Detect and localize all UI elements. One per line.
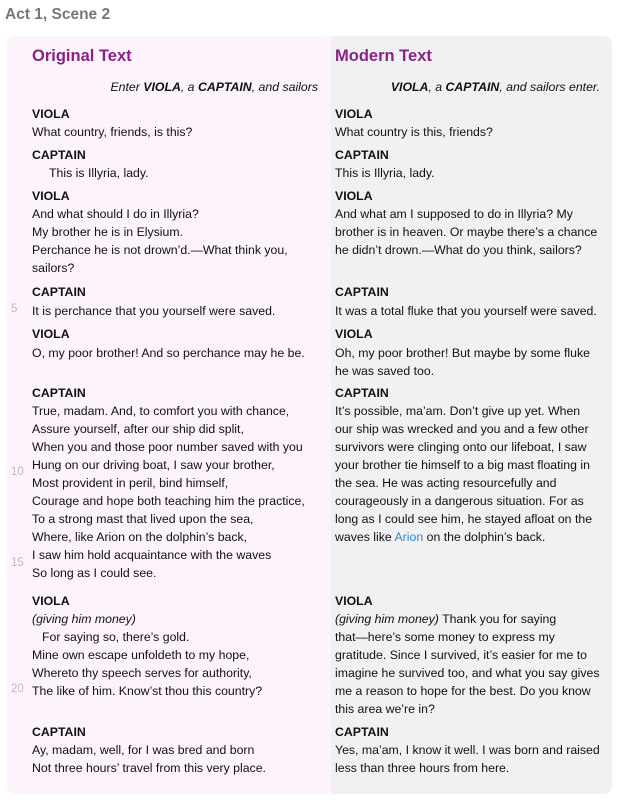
- original-speaker-name: CAPTAIN: [32, 148, 86, 162]
- modern-text-line: less than three hours from here.: [335, 761, 510, 775]
- modern-speaker-name: CAPTAIN: [335, 148, 389, 162]
- stage-character: VIOLA: [143, 80, 181, 94]
- original-text-line: Most provident in peril, bind himself,: [32, 476, 229, 490]
- modern-text-line: It’s possible, ma’am. Don’t give up yet. When: [335, 404, 581, 418]
- modern-text-line: (giving him money) Thank you for saying: [335, 612, 557, 626]
- original-stage-direction: [110, 78, 318, 96]
- modern-text-line: brother is in heaven. Or maybe there’s a chance: [335, 225, 598, 239]
- modern-text-line: this area we’re in?: [335, 702, 435, 716]
- modern-stage-direction: [391, 78, 600, 96]
- original-text-line: So long as I could see.: [32, 566, 157, 580]
- line-number: 20: [11, 683, 24, 695]
- original-text-line: The like of him. Know’st thou this country?: [32, 684, 263, 698]
- stage-character: CAPTAIN: [197, 80, 252, 94]
- modern-text-line: he was saved too.: [335, 364, 435, 378]
- original-text-line: Mine own escape unfoldeth to my hope,: [32, 648, 250, 662]
- line-number: 15: [11, 557, 24, 569]
- original-text-line: When you and those poor number saved with you: [32, 440, 303, 454]
- original-text-line: For saying so, there’s gold.: [42, 630, 190, 644]
- modern-speaker-name: VIOLA: [335, 594, 373, 608]
- original-text-line: O, my poor brother! And so perchance may he be.: [32, 346, 305, 360]
- original-text-line: sailors?: [32, 261, 75, 275]
- stage-word: , and sailors: [251, 80, 318, 94]
- original-stage-direction: (giving him money): [32, 612, 136, 626]
- modern-text-line: gratitude. Since I survived, it’s easier for me to: [335, 648, 587, 662]
- modern-text-line: Oh, my poor brother! But maybe by some fluke: [335, 346, 590, 360]
- original-speaker-name: CAPTAIN: [32, 725, 86, 739]
- modern-text-line: And what am I supposed to do in Illyria? My: [335, 207, 573, 221]
- modern-text-line: What country is this, friends?: [335, 125, 493, 139]
- original-text-heading: Original Text: [32, 47, 132, 65]
- modern-text-line: Yes, ma’am, I know it well. I was born and raised: [335, 743, 600, 757]
- scene-heading: Act 1, Scene 2: [5, 6, 111, 23]
- modern-speaker-name: CAPTAIN: [335, 386, 389, 400]
- modern-text-line: long as I could see him, he stayed afloat on the: [335, 512, 593, 526]
- original-text-line: True, madam. And, to comfort you with chance,: [32, 404, 290, 418]
- arion-glossary-link[interactable]: Arion: [394, 530, 424, 544]
- original-text-line: And what should I do in Illyria?: [32, 207, 199, 221]
- modern-text-line: waves like Arion on the dolphin’s back.: [335, 530, 546, 544]
- modern-text-line: he didn’t drown.—What do you think, sailors?: [335, 243, 582, 257]
- original-text-line: Not three hours’ travel from this very place.: [32, 761, 266, 775]
- modern-text-line: our ship was wrecked and you and a few other: [335, 422, 589, 436]
- stage-character: CAPTAIN: [445, 80, 500, 94]
- original-speaker-name: CAPTAIN: [32, 285, 86, 299]
- original-text-line: Ay, madam, well, for I was bred and born: [32, 743, 255, 757]
- modern-speaker-name: VIOLA: [335, 107, 373, 121]
- modern-speaker-name: VIOLA: [335, 327, 373, 341]
- stage-direction: (giving him money): [335, 612, 439, 626]
- original-text-line: Assure yourself, after our ship did split,: [32, 422, 244, 436]
- modern-speaker-name: CAPTAIN: [335, 725, 389, 739]
- original-speaker-name: CAPTAIN: [32, 386, 86, 400]
- modern-speaker-name: CAPTAIN: [335, 285, 389, 299]
- stage-character: VIOLA: [390, 80, 429, 94]
- original-text-line: I saw him hold acquaintance with the waves: [32, 548, 272, 562]
- original-text-line: It is perchance that you yourself were saved.: [32, 304, 276, 318]
- original-text-line: Perchance he is not drown’d.—What think you,: [32, 243, 288, 257]
- modern-text-line: the sea. He was acting resourcefully and: [335, 476, 557, 490]
- original-text-line: What country, friends, is this?: [32, 125, 193, 139]
- original-speaker-name: VIOLA: [32, 107, 70, 121]
- modern-text-line: This is Illyria, lady.: [335, 166, 435, 180]
- stage-word: Enter: [110, 80, 144, 94]
- original-text-line: My brother he is in Elysium.: [32, 225, 184, 239]
- modern-text-line: imagine he survived too, and what you say gives: [335, 666, 600, 680]
- original-speaker-name: VIOLA: [32, 327, 70, 341]
- modern-text-line: your brother tie himself to a big mast floating in: [335, 458, 590, 472]
- original-text-line: Hung on our driving boat, I saw your brother,: [32, 458, 275, 472]
- modern-speaker-name: VIOLA: [335, 189, 373, 203]
- original-text-line: To a strong mast that lived upon the sea,: [32, 512, 254, 526]
- stage-word: , and sailors enter.: [499, 80, 600, 94]
- modern-text-line: survivors were clinging onto our lifeboat, I saw: [335, 440, 587, 454]
- line-number: 10: [11, 466, 24, 478]
- original-speaker-name: VIOLA: [32, 594, 70, 608]
- stage-word: , a: [180, 80, 198, 94]
- original-text-line: Where, like Arion on the dolphin’s back,: [32, 530, 248, 544]
- original-text-line: Whereto thy speech serves for authority,: [32, 666, 252, 680]
- line-number: 5: [11, 303, 18, 315]
- modern-text-line: that—here’s some money to express my: [335, 630, 555, 644]
- modern-text-line: me a reason to hope for the best. Do you know: [335, 684, 591, 698]
- modern-text-heading: Modern Text: [335, 47, 432, 65]
- stage-word: , a: [428, 80, 446, 94]
- original-text-line: Courage and hope both teaching him the practice,: [32, 494, 305, 508]
- original-text-line: This is Illyria, lady.: [49, 166, 149, 180]
- original-speaker-name: VIOLA: [32, 189, 70, 203]
- modern-text-line: courageously in a dangerous situation. For as: [335, 494, 584, 508]
- modern-text-line: It was a total fluke that you yourself were saved.: [335, 304, 597, 318]
